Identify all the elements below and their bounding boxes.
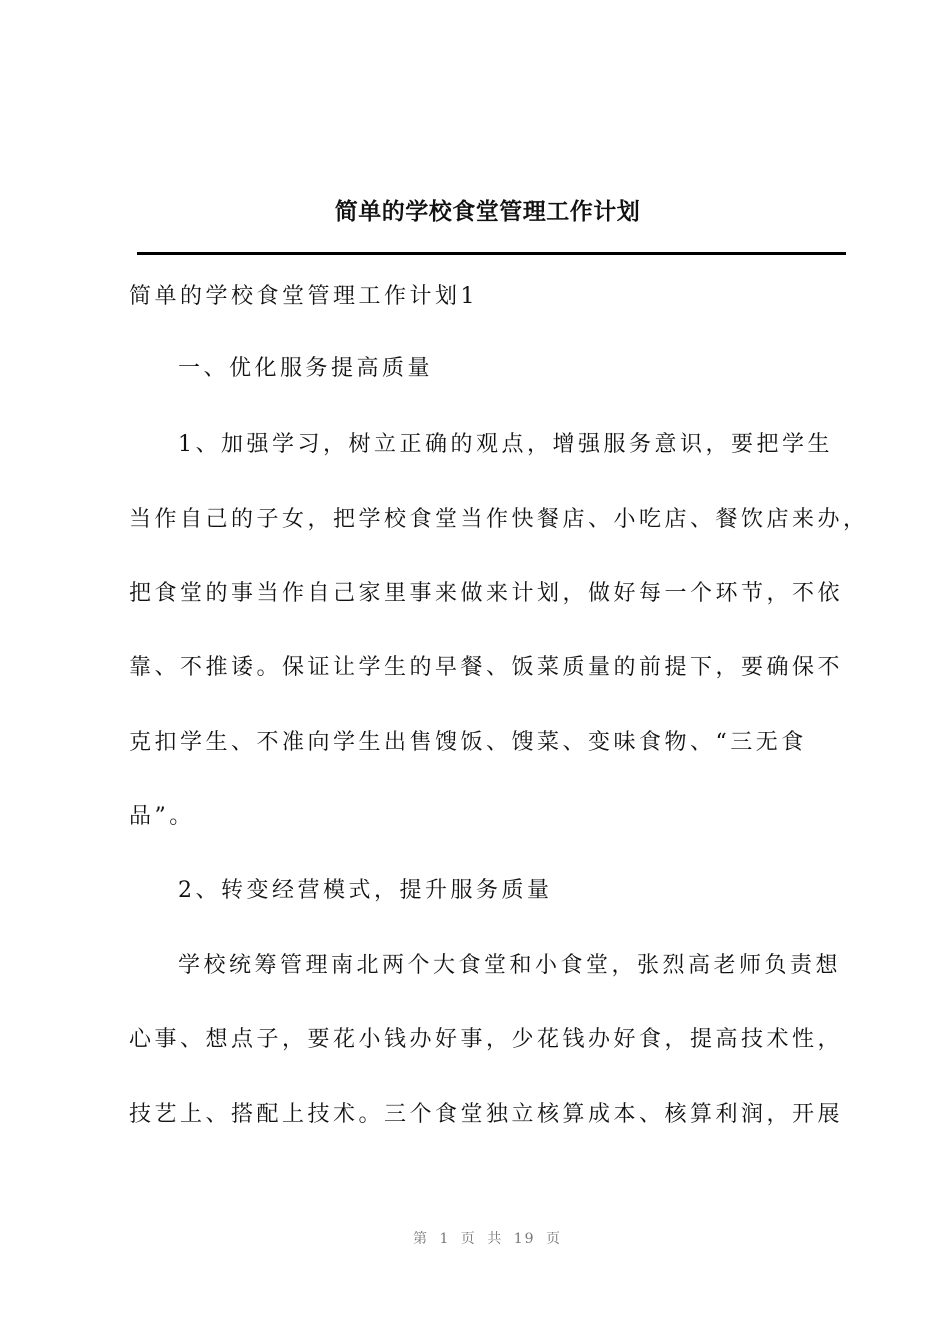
document-title: 简单的学校食堂管理工作计划 (334, 198, 641, 225)
title-underline (137, 252, 846, 255)
subsection-heading: 一、优化服务提高质量 (178, 356, 434, 381)
subsection-heading: 2、转变经营模式，提升服务质量 (178, 878, 553, 903)
paragraph-line: 当作自己的子女，把学校食堂当作快餐店、小吃店、餐饮店来办， (129, 507, 869, 532)
paragraph-line: 靠、不推诿。保证让学生的早餐、饭菜质量的前提下，要确保不 (129, 655, 844, 680)
paragraph-line: 技艺上、搭配上技术。三个食堂独立核算成本、核算利润，开展 (129, 1102, 844, 1127)
paragraph-line: 把食堂的事当作自己家里事来做来计划，做好每一个环节，不依 (129, 581, 844, 606)
paragraph-line: 心事、想点子，要花小钱办好事，少花钱办好食，提高技术性， (129, 1027, 844, 1052)
section-heading: 简单的学校食堂管理工作计划1 (129, 284, 478, 309)
paragraph-line: 克扣学生、不准向学生出售馊饭、馊菜、变味食物、“三无食 (129, 730, 807, 755)
paragraph-line: 1、加强学习，树立正确的观点，增强服务意识，要把学生 (178, 432, 833, 457)
page-number-footer: 第 1 页 共 19 页 (413, 1231, 562, 1247)
paragraph-line: 品”。 (129, 804, 195, 829)
paragraph-line: 学校统筹管理南北两个大食堂和小食堂，张烈高老师负责想 (178, 953, 842, 978)
